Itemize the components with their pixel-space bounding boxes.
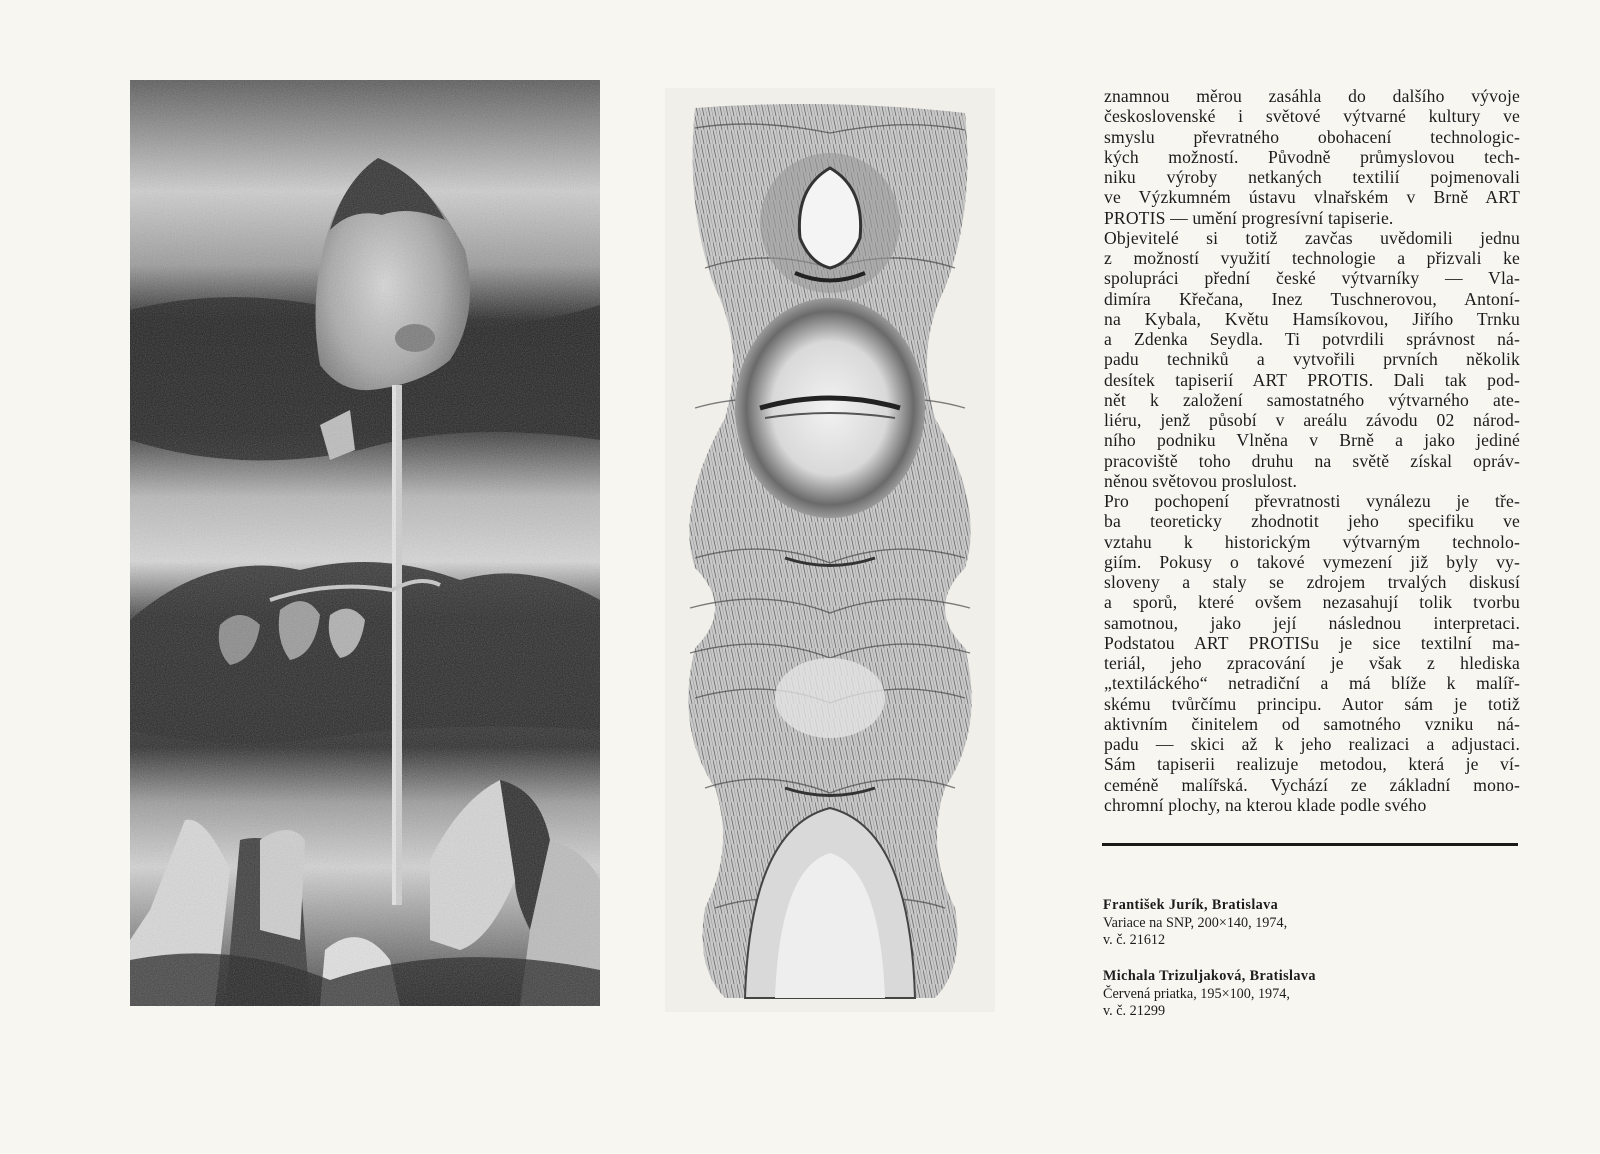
caption-jurik [1103, 897, 1403, 950]
artwork-cervena-priatka [665, 88, 995, 1012]
caption-inventory-line: v. č. 21299 [1103, 1003, 1166, 1019]
body-line: aktivním činitelem od samotného vzniku ná- [1104, 713, 1520, 734]
artwork-variace-na-snp [130, 80, 600, 1006]
body-line: vztahu k historickým výtvarným technolo- [1104, 531, 1520, 552]
body-line: liéru, jenž působí v areálu závodu 02 národ- [1104, 410, 1520, 430]
artwork-left-image [130, 80, 600, 1006]
body-line: giím. Pokusy o takové vymezení již byly vy- [1104, 551, 1520, 572]
caption-author: Michala Trizuljaková, Bratislava [1103, 968, 1316, 984]
body-line: padu — skici až k jeho realizaci a adjustaci. [1104, 734, 1520, 754]
body-line: Objevitelé si totiž zavčas uvědomili jednu [1104, 227, 1520, 248]
body-line: Pro pochopení převratnosti vynálezu je tře- [1104, 491, 1520, 511]
body-line: Podstatou ART PROTISu je sice textilní ma- [1104, 632, 1520, 653]
body-line: československé i světové výtvarné kultury ve [1104, 106, 1520, 127]
caption-title-line: Červená priatka, 195×100, 1974, [1103, 985, 1290, 1002]
caption-title-line: Variace na SNP, 200×140, 1974, [1103, 914, 1288, 931]
body-line: ního podniku Vlněna v Brně a jako jediné [1104, 430, 1520, 451]
body-line: něnou světovou proslulost. [1104, 470, 1298, 491]
body-line: PROTIS — umění progresívní tapiserie. [1104, 207, 1394, 228]
body-line: ve Výzkumném ústavu vlnařském v Brně ART [1104, 187, 1520, 208]
body-line: nět k založení samostatného výtvarného ate- [1104, 389, 1520, 410]
body-line: padu techniků a vytvořili prvních několik [1104, 349, 1520, 370]
body-line: dimíra Křečana, Inez Tuschnerovou, Antoní- [1104, 288, 1520, 309]
caption-author: František Jurík, Bratislava [1103, 897, 1279, 913]
body-line: skému tvůrčímu principu. Autor sám je totiž [1104, 693, 1520, 714]
body-text [1104, 86, 1520, 815]
body-line: znamnou měrou zasáhla do dalšího vývoje [1104, 86, 1520, 106]
body-line: na Kybala, Květu Hamsíkovou, Jiřího Trnku [1104, 308, 1520, 329]
body-line: desítek tapiserií ART PROTIS. Dali tak pod- [1104, 369, 1520, 390]
body-line: kých možností. Původně průmyslovou tech- [1104, 146, 1520, 167]
body-line: chromní plochy, na kterou klade podle svého [1104, 794, 1427, 815]
body-line: „textiláckého“ netradiční a má blíže k malíř- [1104, 673, 1520, 694]
horizontal-rule [1102, 843, 1518, 846]
body-line: spolupráci přední české výtvarníky — Vla- [1104, 268, 1520, 289]
body-line: a sporů, které ovšem nezasahují tolik tvorbu [1104, 592, 1520, 613]
body-line: smyslu převratného obohacení technologic- [1104, 126, 1520, 147]
body-line: ceméně malířská. Vychází ze základní mono- [1104, 774, 1520, 795]
artwork-right-image [665, 88, 995, 1012]
body-line: pracoviště toho druhu na světě získal opráv- [1104, 450, 1520, 471]
body-line: a Zdenka Seydla. Ti potvrdili správnost ná- [1104, 329, 1520, 349]
body-line: sloveny a staly se zdrojem trvalých diskusí [1104, 572, 1520, 592]
body-line: Sám tapiserii realizuje metodou, která je ví- [1104, 754, 1520, 775]
body-line: niku výroby netkaných textilií pojmenovali [1104, 167, 1520, 187]
body-line: samotnou, jako její následnou interpretaci. [1104, 612, 1520, 633]
body-line: z možností využití technologie a přizvali ke [1104, 248, 1520, 268]
body-line: ba teoreticky zhodnotit jeho specifiku ve [1104, 511, 1520, 532]
caption-trizuljakova [1103, 968, 1403, 1021]
body-line: teriál, jeho zpracování je však z hlediska [1104, 653, 1520, 673]
caption-inventory-line: v. č. 21612 [1103, 932, 1166, 948]
